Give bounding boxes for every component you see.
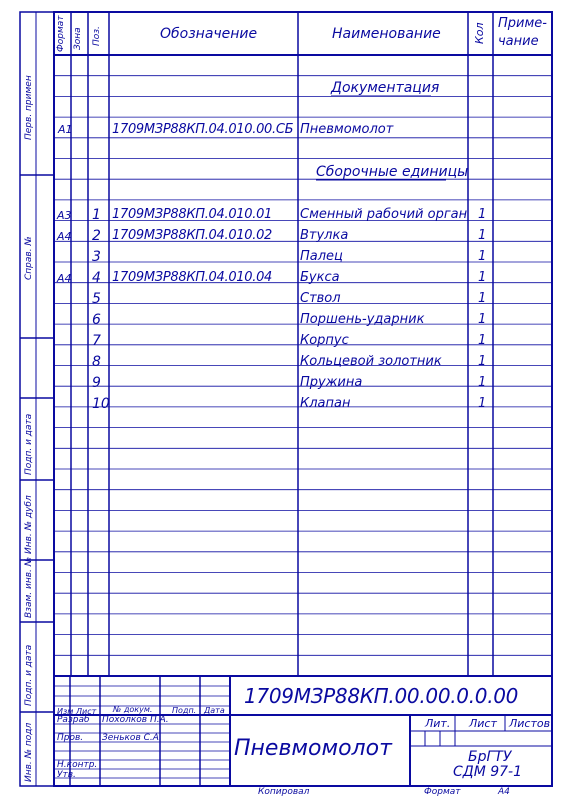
item-pos: 7 [92, 333, 101, 349]
utv-label: Утв. [57, 770, 76, 780]
item-name: Втулка [300, 228, 349, 243]
item-qty: 1 [478, 333, 487, 348]
item-pos: 9 [92, 375, 101, 391]
col-sheet: Лист [469, 717, 497, 730]
item-name: Ствол [300, 291, 341, 306]
doc-row-name: Пневмомолот [300, 122, 394, 137]
col-sheets: Листов [509, 717, 551, 730]
side-label-vzam-inv: Взам. инв. № [24, 556, 34, 618]
side-label-sprav-no: Справ. № [24, 236, 34, 280]
side-label-inv-dubl: Инв. № дубл [24, 495, 34, 554]
doc-row-format: А1 [58, 123, 73, 136]
org-line1: БрГТУ [468, 749, 512, 765]
header-designation: Обозначение [160, 26, 258, 42]
col-lit: Лит. [425, 717, 451, 730]
section-assembly-units: Сборочные единицы [316, 164, 469, 180]
item-designation: 1709МЗР88КП.04.010.04 [112, 270, 273, 285]
item-name: Корпус [300, 333, 349, 348]
header-zone: Зона [73, 27, 83, 50]
nkontr-label: Н.контр. [57, 760, 98, 770]
header-note-line2: чание [498, 34, 539, 49]
item-pos: 10 [92, 396, 110, 412]
prov-label: Пров. [57, 733, 84, 743]
col-date: Дата [204, 706, 225, 715]
item-name: Палец [300, 249, 343, 264]
prov-name: Зеньков С.А. [102, 733, 162, 743]
header-pos: Поз. [92, 26, 102, 46]
item-name: Клапан [300, 396, 351, 411]
item-qty: 1 [478, 249, 487, 264]
col-list: Лист [76, 707, 97, 716]
item-qty: 1 [478, 207, 487, 222]
item-pos: 4 [92, 270, 101, 286]
item-format: А4 [57, 272, 72, 285]
item-format: А3 [57, 209, 72, 222]
item-qty: 1 [478, 270, 487, 285]
item-name: Пружина [300, 375, 363, 390]
item-pos: 5 [92, 291, 101, 307]
side-label-podp-data-1: Подп. и дата [24, 413, 34, 475]
header-qty: Кол [473, 22, 486, 44]
header-note-line1: Приме- [498, 16, 547, 31]
item-pos: 2 [92, 228, 101, 244]
doc-row-designation: 1709МЗР88КП.04.010.00.СБ [112, 122, 294, 137]
side-label-podp-data-2: Подп. и дата [24, 644, 34, 706]
item-pos: 6 [92, 312, 101, 328]
section-documentation: Документация [331, 80, 440, 96]
side-label-inv-podl: Инв. № подл [24, 722, 34, 782]
footer-format-label: Формат [424, 787, 461, 797]
footer-format-value: А4 [498, 787, 510, 797]
razrab-label: Разраб [57, 715, 90, 725]
col-doc-no: № докум. [113, 705, 153, 714]
item-name: Кольцевой золотник [300, 354, 442, 369]
item-format: А4 [57, 230, 72, 243]
item-qty: 1 [478, 375, 487, 390]
item-pos: 3 [92, 249, 101, 265]
item-designation: 1709МЗР88КП.04.010.01 [112, 207, 273, 222]
col-izm: Изм [57, 707, 74, 716]
razrab-name: Похолков П.А. [102, 715, 169, 725]
item-name: Поршень-ударник [300, 312, 425, 327]
item-pos: 1 [92, 207, 101, 223]
footer-copied: Копировал [258, 787, 310, 797]
header-name: Наименование [332, 26, 441, 42]
item-qty: 1 [478, 354, 487, 369]
item-pos: 8 [92, 354, 101, 370]
item-designation: 1709МЗР88КП.04.010.02 [112, 228, 273, 243]
org-line2: СДМ 97-1 [453, 764, 523, 780]
doc-title: Пневмомолот [234, 736, 392, 761]
doc-code: 1709МЗР88КП.00.00.0.0.00 [244, 684, 519, 708]
col-podp: Подп. [172, 706, 197, 715]
item-qty: 1 [478, 291, 487, 306]
item-qty: 1 [478, 396, 487, 411]
header-format: Формат [56, 15, 66, 52]
item-qty: 1 [478, 312, 487, 327]
side-label-perv-primen: Перв. примен [24, 75, 34, 140]
item-name: Букса [300, 270, 340, 285]
item-qty: 1 [478, 228, 487, 243]
item-name: Сменный рабочий орган [300, 207, 468, 222]
